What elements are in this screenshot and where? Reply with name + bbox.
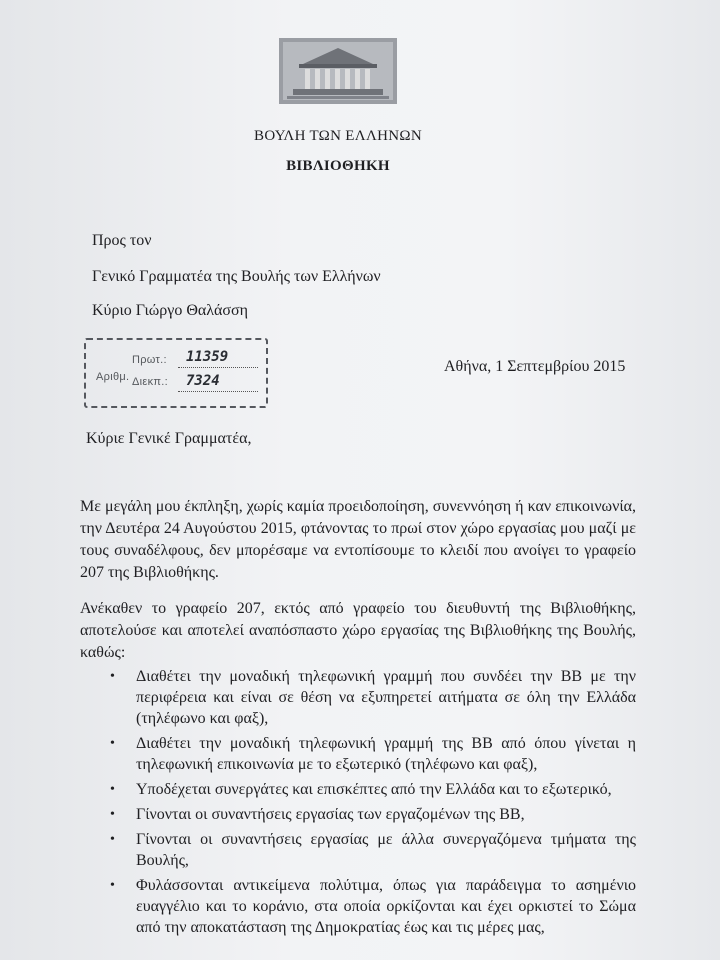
- list-item-text: Γίνονται οι συναντήσεις εργασίας των εργαζομένων της ΒΒ,: [136, 806, 525, 823]
- list-item-text: Υποδέχεται συνεργάτες και επισκέπτες από την Ελλάδα και το εξωτερικό,: [136, 781, 612, 798]
- list-item-text: Διαθέτει την μοναδική τηλεφωνική γραμμή της ΒΒ από όπου γίνεται η τηλεφωνική επικοινωνία με το εξωτερικό (τηλέφωνο και φαξ),: [136, 735, 636, 773]
- list-item-text: Γίνονται οι συναντήσεις εργασίας με άλλα συνεργαζόμενα τμήματα της Βουλής,: [136, 831, 636, 869]
- recipient-line-2: Γενικό Γραμματέα της Βουλής των Ελλήνων: [92, 268, 381, 285]
- bullet-icon: •: [110, 782, 115, 797]
- department-name: ΒΙΒΛΙΟΘΗΚΗ: [286, 158, 390, 174]
- list-item: [104, 733, 636, 775]
- list-item: [104, 666, 636, 729]
- stamp-diekp-value: 7324: [186, 373, 220, 389]
- bullet-icon: •: [110, 736, 115, 751]
- body-paragraph-2: Ανέκαθεν το γραφείο 207, εκτός από γραφείο του διευθυντή της Βιβλιοθήκης, αποτελούσε και αποτελεί αναπόσπαστο χώρο εργασίας της Βιβλιοθήκης της Βουλής, καθώς:: [80, 600, 636, 661]
- stamp-prot-label: Πρωτ.:: [132, 354, 167, 366]
- bullet-icon: •: [110, 832, 115, 847]
- body-paragraph-1: Με μεγάλη μου έκπληξη, χωρίς καμία προειδοποίηση, συνεννόηση ή καν επικοινωνία, την Δευτέρα 24 Αυγούστου 2015, φτάνοντας το πρωί στον χώρο εργασίας μου μαζί με τους συναδέλφους, δεν μπορέσαμε να εντοπίσουμε το κλειδί που ανοίγει το γραφείο 207 της Βιβλιοθήκης.: [80, 498, 636, 581]
- list-item-text: Φυλάσσονται αντικείμενα πολύτιμα, όπως για παράδειγμα το ασημένιο ευαγγέλιο και το κοράνιο, στα οποία ορκίζονται και έχει ορκιστεί το Σώμα από την αποκατάσταση της Δημοκρατίας έως και τις μέρες μας,: [136, 877, 636, 936]
- list-item: [104, 804, 636, 825]
- stamp-dotted-line: [178, 391, 258, 392]
- stamp-dotted-line: [178, 367, 258, 368]
- bullet-icon: •: [110, 807, 115, 822]
- letter-date: Αθήνα, 1 Σεπτεμβρίου 2015: [444, 358, 626, 375]
- parliament-building-emblem-icon: [279, 38, 397, 104]
- reasons-list: [104, 666, 636, 942]
- stamp-number-label: Αριθμ.: [96, 371, 130, 383]
- salutation: Κύριε Γενικέ Γραμματέα,: [86, 430, 252, 447]
- stamp-prot-value: 11359: [186, 349, 229, 365]
- recipient-line-1: Προς τον: [92, 232, 152, 249]
- list-item: [104, 829, 636, 871]
- list-item-text: Διαθέτει την μοναδική τηλεφωνική γραμμή που συνδέει την ΒΒ με την περιφέρεια και είναι σε θέση να εξυπηρετεί αιτήματα σε όλη την Ελλάδα (τηλέφωνο και φαξ),: [136, 668, 636, 727]
- bullet-icon: •: [110, 878, 115, 893]
- list-item: [104, 875, 636, 938]
- bullet-icon: •: [110, 669, 115, 684]
- stamp-diekp-label: Διεκπ.:: [132, 376, 168, 388]
- list-item: [104, 779, 636, 800]
- recipient-line-3: Κύριο Γιώργο Θαλάσση: [92, 302, 249, 319]
- organization-name: ΒΟΥΛΗ ΤΩΝ ΕΛΛΗΝΩΝ: [254, 128, 422, 144]
- protocol-stamp: [84, 338, 268, 408]
